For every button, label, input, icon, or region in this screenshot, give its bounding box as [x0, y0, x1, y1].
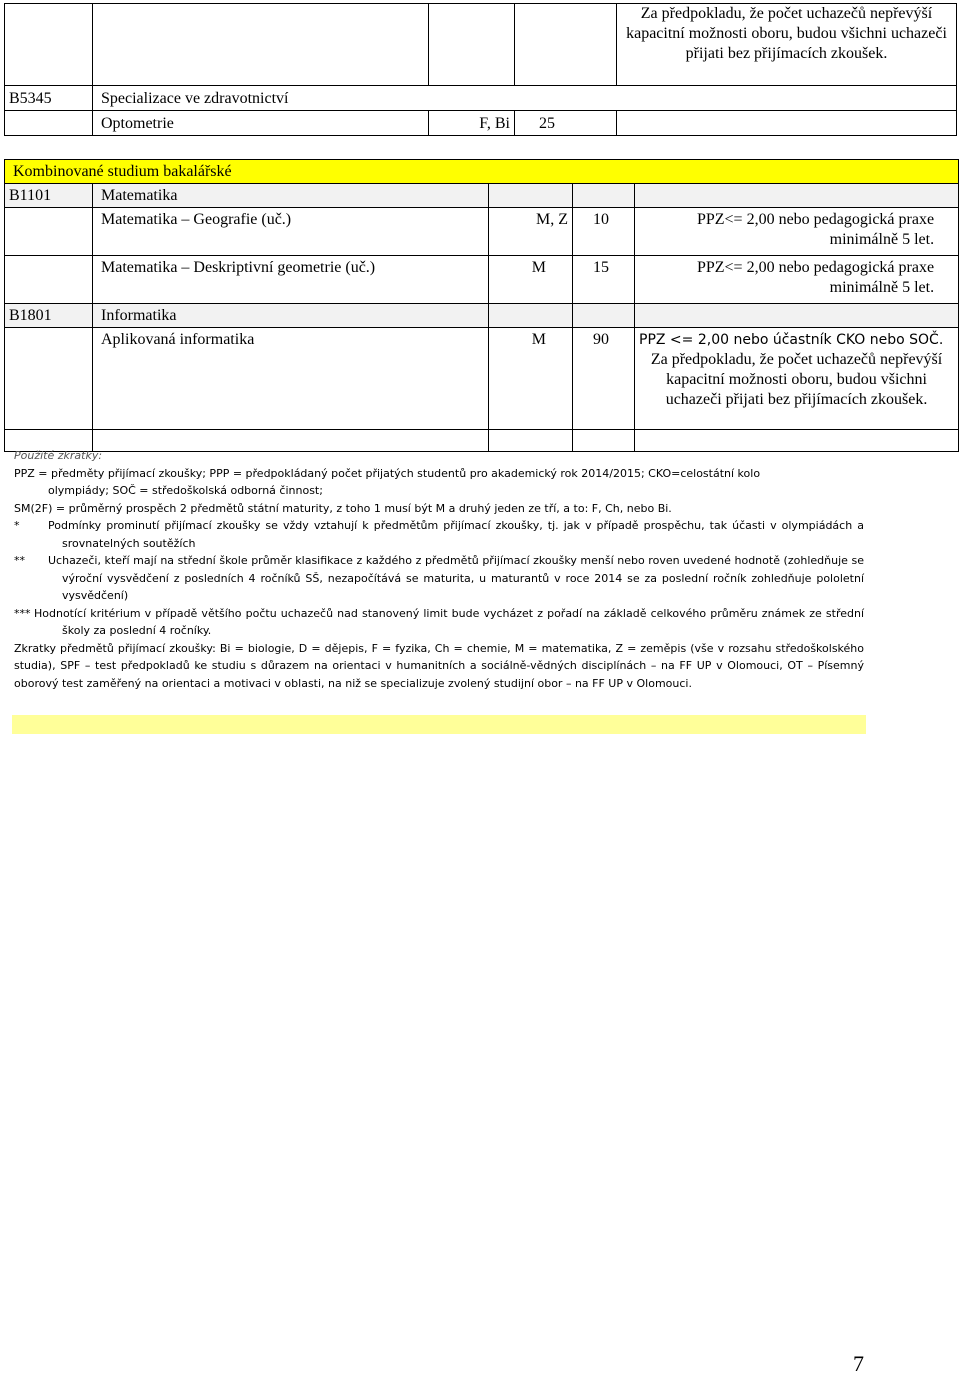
program-code: B5345: [5, 86, 93, 111]
exam-subjects: M: [489, 256, 573, 304]
note-ppz-cont: olympiády; SOČ = středoškolská odborná činnost;: [48, 484, 323, 497]
field-name: Matematika – Deskriptivní geometrie (uč.): [93, 256, 489, 304]
program-name: Matematika: [93, 184, 489, 208]
note-star3-text: Hodnotící kritérium v případě většího počtu uchazečů nad stanovený limit bude vycházet z pořadí na základě celkového průměru známek ze střední školy za poslední 4 ročníky.: [34, 606, 864, 637]
note-star1-mark: *: [14, 519, 20, 532]
table-row: [5, 328, 959, 430]
note-ppz: PPZ = předměty přijímací zkoušky; PPP = předpokládaný počet přijatých studentů pro akademický rok 2014/2015; CKO=celostátní kolo: [14, 466, 761, 480]
exam-subjects: M, Z: [489, 208, 573, 256]
note-star2: [14, 552, 864, 605]
program-name: Informatika: [93, 304, 489, 328]
notes-heading: Použité zkratky:: [14, 449, 103, 462]
table-row: [5, 111, 957, 136]
exam-subjects: F, Bi: [429, 111, 515, 136]
field-name: Aplikovaná informatika: [93, 328, 489, 430]
table-row: [5, 4, 957, 86]
note-sm: SM(2F) = průměrný prospěch 2 předmětů státní maturity, z toho 1 musí být M a druhý jeden ze tří, a to: F, Ch, nebo Bi.: [14, 501, 672, 515]
student-count: 10: [573, 208, 635, 256]
student-count: 90: [573, 328, 635, 430]
note-abbreviations: Zkratky předmětů přijímací zkoušky: Bi = biologie, D = dějepis, F = fyzika, Ch = chemie, M = matematika, Z = zeměpis (vše v rozsahu středoškolského studia), SPF – test předpokladů ke studiu s důrazem na orientaci v humanitních a sociálně-vědných disciplínách – na FF UP v Olomouci, OT – Písemný oborový test zaměřený na orientaci a motivaci v oblasti, na niž se specializuje zvolený studijní obor – na FF UP v Olomouci.: [14, 641, 864, 690]
student-count: 15: [573, 256, 635, 304]
highlight-bar: [12, 715, 866, 734]
field-name: Optometrie: [93, 111, 429, 136]
condition-main: PPZ <= 2,00 nebo účastník CKO nebo SOČ.: [639, 332, 944, 348]
admission-note: Za předpokladu, že počet uchazečů nepřevýší kapacitní možnosti oboru, budou všichni uchazeči přijati bez přijímacích zkoušek.: [650, 351, 943, 408]
admission-condition: [635, 328, 959, 430]
program-row: [5, 184, 959, 208]
page-number: 7: [853, 1351, 864, 1376]
admission-note: Za předpokladu, že počet uchazečů nepřevýší kapacitní možnosti oboru, budou všichni uchazeči přijati bez přijímacích zkoušek.: [617, 4, 957, 86]
admission-condition: PPZ<= 2,00 nebo pedagogická praxe minimálně 5 let.: [635, 208, 959, 256]
note-star2-text: Uchazeči, kteří mají na střední škole průměr klasifikace z každého z předmětů přijímací zkoušky menší nebo roven uvedené hodnotě (zohledňuje se výroční vysvědčení z posledních 4 ročníků SŠ, nezapočítává se maturita, u maturantů v roce 2014 se za poslední ročník zohledňuje pololetní vysvědčení): [48, 554, 864, 602]
field-name: Matematika – Geografie (uč.): [93, 208, 489, 256]
table-row: [5, 208, 959, 256]
student-count: 25: [515, 111, 617, 136]
note-star1: [14, 517, 864, 552]
note-star3: [14, 605, 864, 640]
table-top: [4, 3, 957, 136]
note-star1-text: Podmínky prominutí přijímací zkoušky se vždy vztahují k předmětům přijímací zkoušky, tj. jak v případě prospěchu, tak účasti v olympiádách a srovnatelných soutěžích: [48, 519, 864, 550]
section-header-row: [5, 160, 959, 184]
table-combined-study: [4, 159, 959, 452]
note-star3-mark: ***: [14, 606, 31, 620]
exam-subjects: M: [489, 328, 573, 430]
program-code: B1101: [5, 184, 93, 208]
program-code: B1801: [5, 304, 93, 328]
table-row: [5, 256, 959, 304]
program-name: Specializace ve zdravotnictví: [93, 86, 957, 111]
notes-section: [14, 447, 864, 692]
table-row: [5, 86, 957, 111]
note-star2-mark: **: [14, 554, 25, 567]
admission-condition: PPZ<= 2,00 nebo pedagogická praxe minimálně 5 let.: [635, 256, 959, 304]
program-row: [5, 304, 959, 328]
section-title: Kombinované studium bakalářské: [5, 160, 959, 184]
